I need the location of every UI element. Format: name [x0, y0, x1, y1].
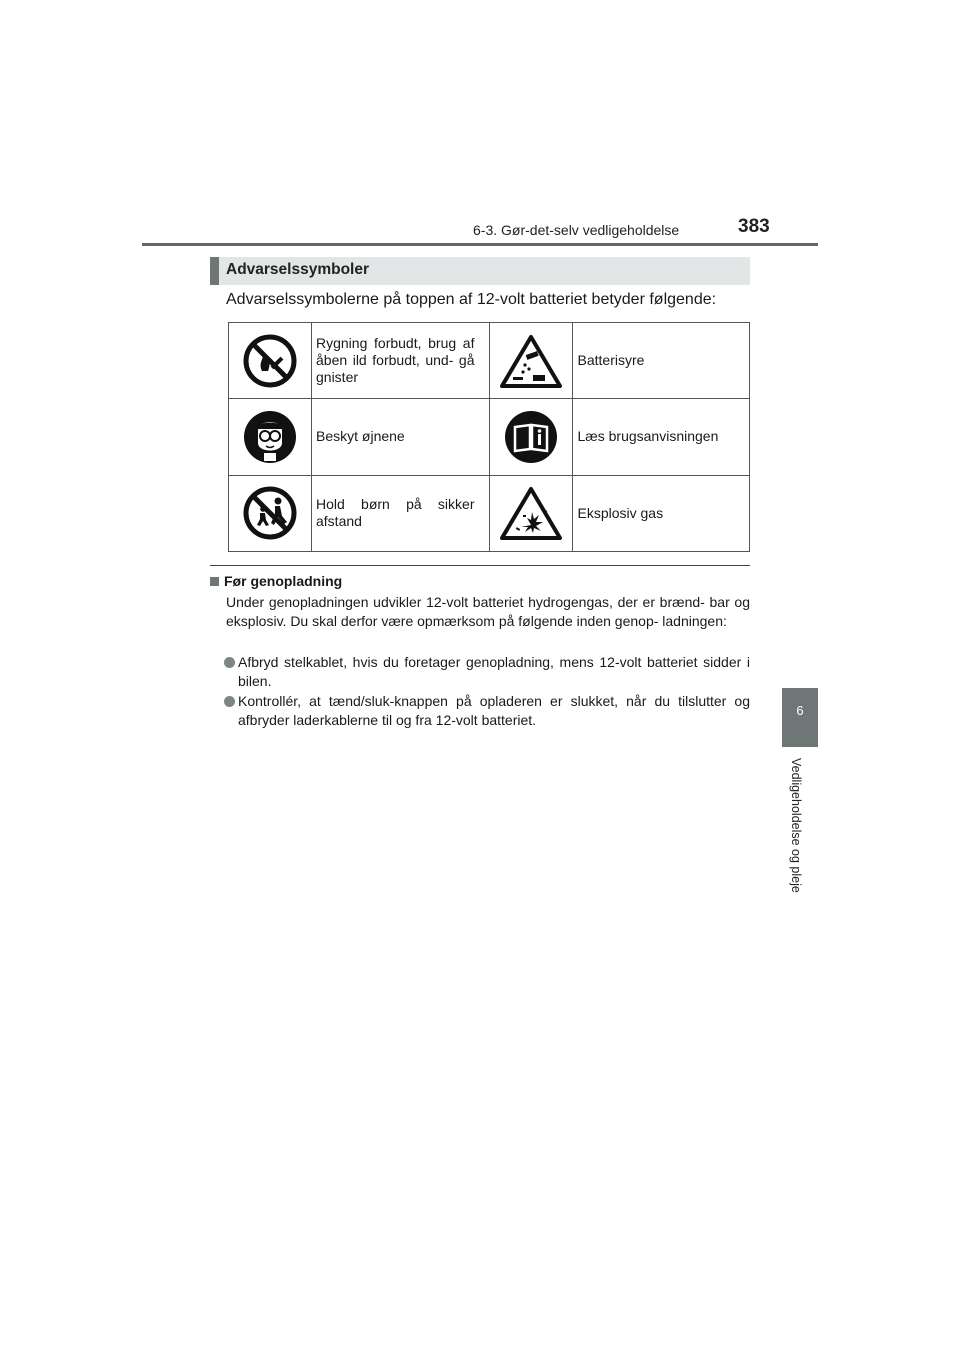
bullet-dot [224, 696, 235, 707]
explosive-gas-icon [499, 485, 563, 541]
section-intro: Advarselssymbolerne på toppen af 12-volt batteriet betyder følgende: [226, 291, 717, 308]
symbol-label: Batterisyre [577, 352, 645, 369]
chapter-side-label-wrap [789, 758, 809, 918]
warning-symbols-table [228, 322, 750, 552]
symbol-cell [489, 323, 572, 399]
list-item [224, 692, 750, 729]
symbol-label: Eksplosiv gas [577, 504, 664, 521]
symbol-text-cell [312, 323, 490, 399]
charging-paragraph: Under genopladningen udvikler 12-volt batteriet hydrogengas, der er brænd- bar og eksplosiv. Du skal derfor være opmærksom på følgende inden genop- ladningen: [226, 594, 750, 629]
page-number: 383 [738, 216, 770, 237]
no-smoking-flame-icon [242, 333, 298, 389]
symbol-label: Læs brugsanvisningen [577, 428, 719, 445]
symbol-cell [489, 475, 572, 551]
bullet-dot [224, 657, 235, 668]
bullet-text: Afbryd stelkablet, hvis du foretager genopladning, mens 12-volt batteriet sidder i bilen. [238, 654, 750, 689]
bullet-text: Kontrollér, at tænd/sluk-knappen på opladeren er slukket, når du tilslutter og afbryder laderkablerne til og fra 12-volt batteriet. [238, 693, 750, 728]
list-item [224, 653, 750, 690]
chapter-side-label: Vedligeholdelse og pleje [789, 758, 803, 893]
section-divider [210, 565, 750, 566]
heading-square-marker [210, 577, 219, 586]
symbol-cell [489, 399, 572, 475]
charging-heading: Før genopladning [224, 573, 343, 589]
read-manual-icon [503, 409, 559, 465]
eye-protection-icon [242, 409, 298, 465]
symbol-text-cell [312, 399, 490, 475]
chapter-tab: 6 [782, 688, 818, 747]
symbol-cell [229, 475, 312, 551]
symbol-text-cell [572, 399, 750, 475]
battery-acid-icon [499, 333, 563, 389]
symbol-label: Beskyt øjnene [316, 428, 405, 445]
charging-heading-wrap [210, 573, 342, 589]
keep-children-away-icon [242, 485, 298, 541]
symbol-text-cell [572, 475, 750, 551]
symbol-text-cell [312, 475, 490, 551]
table-row [229, 323, 750, 399]
section-title-accent [210, 257, 219, 285]
section-title: Advarselssymboler [226, 261, 370, 278]
symbol-cell [229, 323, 312, 399]
symbol-label: Hold børn på sikker afstand [316, 496, 475, 530]
symbol-text-cell [572, 323, 750, 399]
table-row [229, 399, 750, 475]
symbol-label: Rygning forbudt, brug af åben ild forbudt, und- gå gnister [316, 335, 475, 386]
running-header: 6-3. Gør-det-selv vedligeholdelse [473, 222, 680, 238]
section-title-bar [210, 257, 750, 285]
table-row [229, 475, 750, 551]
header-divider [142, 243, 818, 246]
symbol-cell [229, 399, 312, 475]
